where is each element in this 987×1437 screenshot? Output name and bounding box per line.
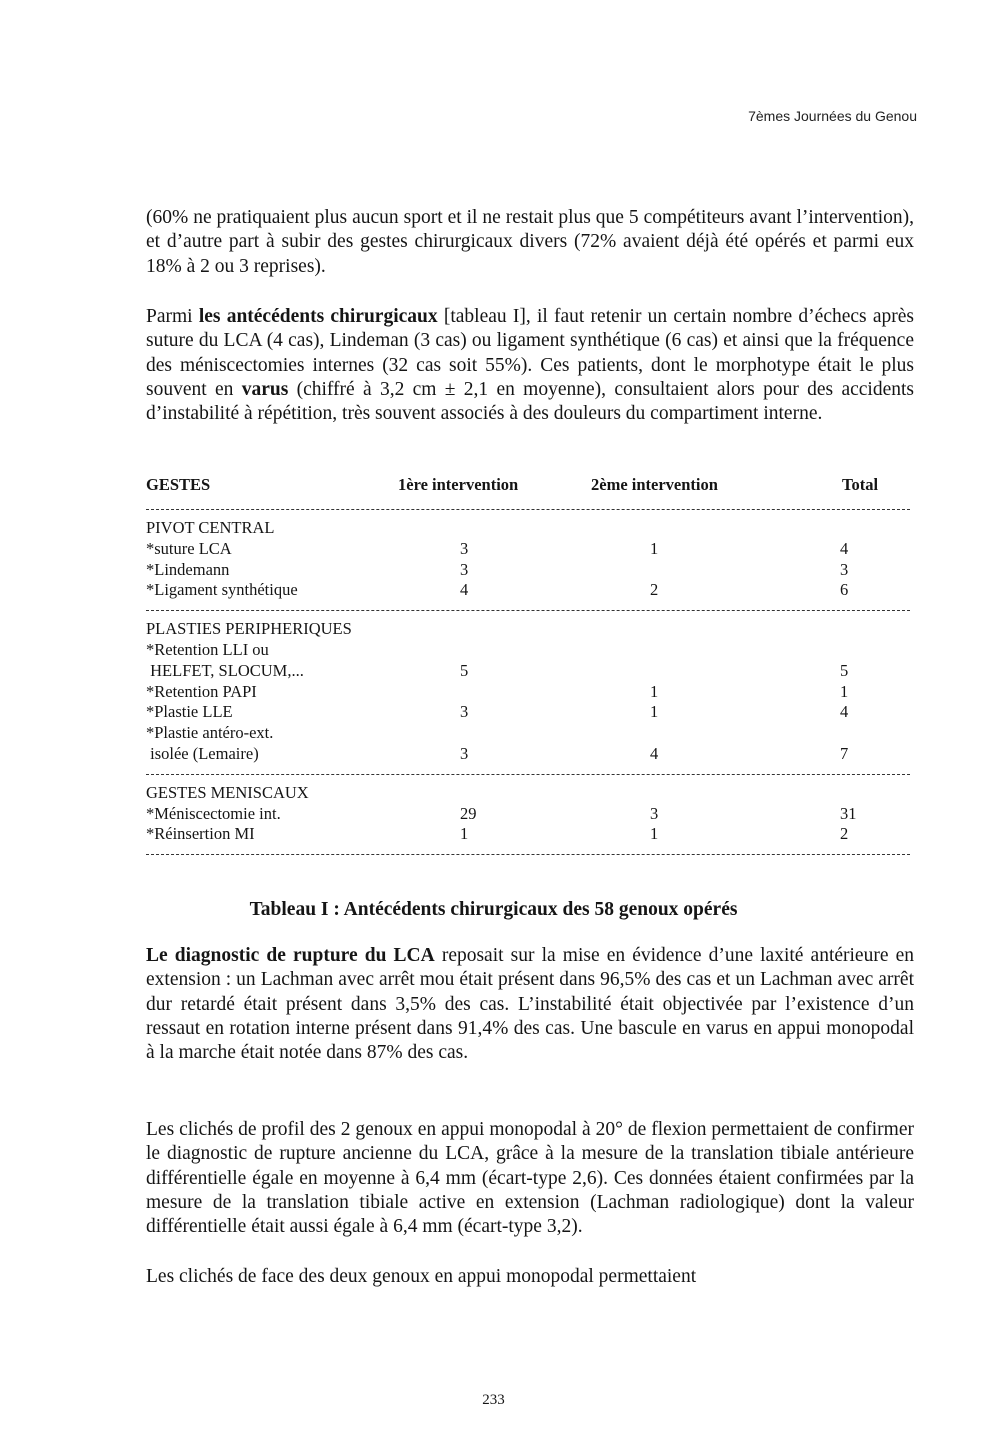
table-cell: 1 — [650, 681, 659, 701]
table-cell: 3 — [460, 743, 469, 763]
table-cell: 4 — [650, 743, 659, 763]
table-cell: HELFET, SLOCUM,... — [146, 660, 304, 680]
table-row — [146, 640, 910, 661]
table-row — [146, 744, 910, 765]
paragraph-4: Les clichés de profil des 2 genoux en appui monopodal à 20° de flexion permettaient de confirmer le diagnostic de rupture ancienne du LCA, grâce à la mesure de la translation tibiale antérieure différentielle égale en moyenne à 6,4 mm (écart-type 2,6). Ces données étaient confirmées par la mesure de la translation tibiale active en extension (Lachman radiologique) dont la valeur différentielle était aussi égale à 6,4 mm (écart-type 3,2). — [146, 1119, 914, 1238]
paragraph-2-bold-b: varus — [241, 378, 289, 400]
paragraph-3-text: reposait sur la mise en évidence d’une laxité antérieure en extension : un Lachman avec arrêt mou était présent dans 96,5% des cas et un Lachman avec arrêt dur retardé était présent dans 3,5% des cas. L’instabilité était objectivée par l’existence d’un ressaut en rotation interne présent dans 91,4% des cas. Une bascule en varus en appui monopodal à la marche était notée dans 87% des cas. — [146, 945, 914, 1064]
section-title-text: PLASTIES PERIPHERIQUES — [146, 619, 352, 639]
table-cell: 5 — [460, 660, 469, 680]
table-row — [146, 560, 910, 581]
table-cell: *Plastie antéro-ext. — [146, 723, 274, 743]
table-row — [146, 804, 910, 825]
table-row — [146, 682, 910, 703]
table-cell: 29 — [460, 803, 477, 823]
table-section-title — [146, 518, 910, 539]
paragraph-3-bold: Le diagnostic de rupture du LCA — [146, 945, 435, 966]
table-row — [146, 702, 910, 723]
table-cell: 3 — [650, 803, 659, 823]
table-cell: 1 — [840, 681, 849, 701]
table-cell: 3 — [460, 538, 469, 558]
table-cell: 3 — [460, 702, 469, 722]
paragraph-2-text-c: (chiffré à 3,2 cm ± 2,1 en moyenne), consultaient alors pour des accidents d’instabilité à répétition, très souvent associés à des douleurs du compartiment interne. — [146, 378, 914, 425]
running-header: 7èmes Journées du Genou — [748, 108, 917, 124]
table-header-cell: GESTES — [146, 475, 211, 494]
table-divider — [146, 854, 910, 855]
table-header-cell: 2ème intervention — [591, 475, 718, 494]
table-cell: *Réinsertion MI — [146, 824, 255, 844]
table-cell: 6 — [840, 580, 849, 600]
table-row — [146, 824, 910, 845]
table-cell: 4 — [840, 538, 849, 558]
section-title-text: PIVOT CENTRAL — [146, 518, 275, 537]
table-cell: *Plastie LLE — [146, 702, 233, 722]
table-section-title — [146, 783, 910, 804]
paragraph-2-bold-a: les antécédents chirurgicaux — [198, 306, 438, 327]
section-title-text: GESTES MENISCAUX — [146, 782, 309, 802]
table-header-cell: Total — [842, 475, 879, 494]
table-cell: 1 — [650, 538, 659, 558]
table-cell: isolée (Lemaire) — [146, 743, 259, 763]
table-header-row — [146, 475, 910, 497]
table-cell: *Retention LLI ou — [146, 639, 269, 659]
table-divider — [146, 610, 910, 611]
table-section-title — [146, 619, 910, 640]
table-cell: 1 — [460, 824, 469, 844]
paragraph-2 — [146, 305, 914, 426]
table-cell: 2 — [650, 580, 659, 600]
table-caption: Tableau I : Antécédents chirurgicaux des 58 genoux opérés — [249, 899, 738, 920]
paragraph-1: (60% ne pratiquaient plus aucun sport et il ne restait plus que 5 compétiteurs avant l’intervention), et d’autre part à subir des gestes chirurgicaux divers (72% avaient déjà été opérés et parmi eux 18% à 2 ou 3 reprises). — [146, 207, 914, 277]
table-cell: 4 — [840, 702, 849, 722]
table-cell: 5 — [840, 660, 849, 680]
paragraph-3 — [146, 944, 914, 1065]
table-divider — [146, 774, 910, 775]
table-cell: 1 — [650, 702, 659, 722]
table-cell: 7 — [840, 743, 849, 763]
table-cell: *Ligament synthétique — [146, 580, 298, 600]
table-cell: 2 — [840, 824, 849, 844]
table-cell: 4 — [460, 580, 469, 600]
table-cell: 1 — [650, 824, 659, 844]
table-header-cell: 1ère intervention — [398, 475, 519, 494]
paragraph-2-text-a: Parmi — [146, 306, 199, 327]
table-cell: 3 — [840, 559, 849, 579]
paragraph-5: Les clichés de face des deux genoux en appui monopodal permettaient — [146, 1266, 697, 1287]
table-cell: *Retention PAPI — [146, 681, 257, 701]
table-cell: 3 — [460, 559, 469, 579]
page-number: 233 — [482, 1392, 505, 1408]
table-cell: 31 — [840, 803, 857, 823]
table-row — [146, 723, 910, 744]
table-cell: *suture LCA — [146, 538, 232, 558]
table-row — [146, 539, 910, 560]
paragraph-2-text-b: [tableau I], il faut retenir un certain nombre d’échecs après suture du LCA (4 cas), Lindeman (3 cas) ou ligament synthétique (6 cas) et ainsi que la fréquence des méniscectomies internes (32 cas soit 55%). Ces patients, dont le morphotype était le plus souvent en — [146, 306, 914, 400]
table-divider — [146, 509, 910, 510]
table-cell: *Méniscectomie int. — [146, 803, 281, 823]
table-cell: *Lindemann — [146, 559, 230, 579]
surgical-history-table — [146, 475, 910, 863]
table-row — [146, 661, 910, 682]
table-row — [146, 580, 910, 601]
